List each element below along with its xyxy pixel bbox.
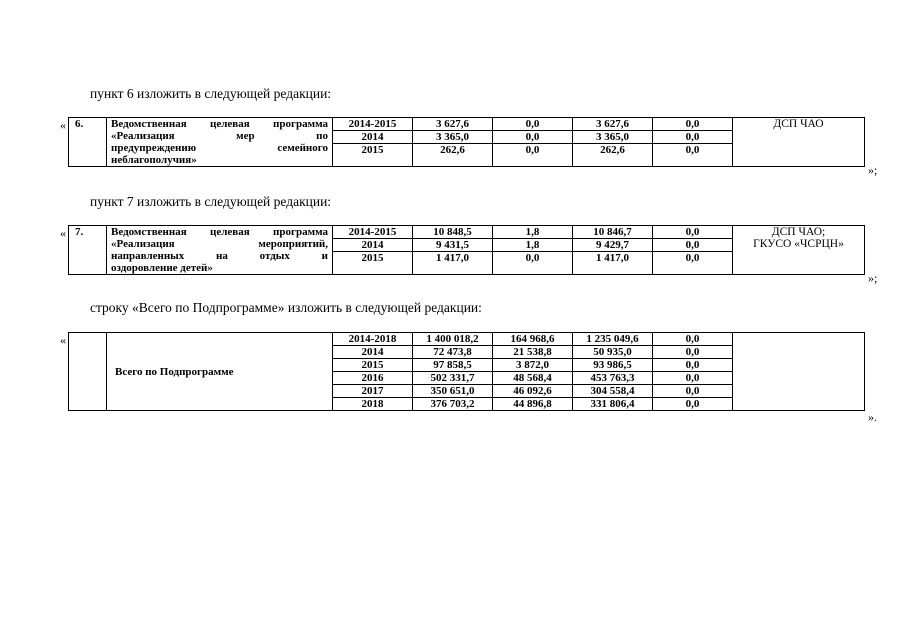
- program-name-line: Ведомственная целевая программа: [111, 118, 328, 130]
- program-name-line: Ведомственная целевая программа: [111, 226, 328, 238]
- value-cell: 304 558,4: [573, 385, 653, 398]
- value-cell: 46 092,6: [493, 385, 573, 398]
- total-cell: 376 703,2: [413, 398, 493, 411]
- table-row: [69, 333, 865, 346]
- value-cell: 0,0: [653, 346, 733, 359]
- open-quote: «: [60, 226, 66, 240]
- value-cell: 0,0: [493, 252, 573, 275]
- executor-line: ГКУСО «ЧСРЦН»: [753, 238, 844, 250]
- value-cell: 331 806,4: [573, 398, 653, 411]
- value-cell: 21 538,8: [493, 346, 573, 359]
- program-name: [107, 118, 333, 167]
- value-cell: 0,0: [653, 252, 733, 275]
- program-name-line: оздоровление детей»: [111, 262, 213, 274]
- row-index: 6.: [69, 118, 107, 167]
- executor-cell: [733, 226, 865, 275]
- value-cell: 262,6: [573, 144, 653, 167]
- total-cell: 3 365,0: [413, 131, 493, 144]
- total-cell: 9 431,5: [413, 239, 493, 252]
- close-quote: ».: [868, 410, 877, 424]
- value-cell: 0,0: [493, 144, 573, 167]
- total-cell: 10 848,5: [413, 226, 493, 239]
- year-cell: 2014-2015: [333, 118, 413, 131]
- subprogram-total-table: [68, 332, 865, 411]
- value-cell: 1 235 049,6: [573, 333, 653, 346]
- total-cell: 1 400 018,2: [413, 333, 493, 346]
- total-cell: 350 651,0: [413, 385, 493, 398]
- value-cell: 9 429,7: [573, 239, 653, 252]
- program-name-line: «Реализация мероприятий,: [111, 238, 328, 250]
- value-cell: 48 568,4: [493, 372, 573, 385]
- year-cell: 2014: [333, 131, 413, 144]
- value-cell: 0,0: [653, 239, 733, 252]
- total-cell: 72 473,8: [413, 346, 493, 359]
- value-cell: 1,8: [493, 226, 573, 239]
- value-cell: 1,8: [493, 239, 573, 252]
- executor-cell: [733, 333, 865, 411]
- value-cell: 0,0: [653, 226, 733, 239]
- year-cell: 2015: [333, 359, 413, 372]
- value-cell: 44 896,8: [493, 398, 573, 411]
- table-row: [69, 118, 865, 131]
- table-row: [69, 226, 865, 239]
- year-cell: 2015: [333, 252, 413, 275]
- program-name-line: неблагополучия»: [111, 154, 197, 166]
- total-intro: строку «Всего по Подпрограмме» изложить в следующей редакции:: [90, 300, 482, 315]
- year-cell: 2017: [333, 385, 413, 398]
- executor-cell: [733, 118, 865, 167]
- section-7-intro: пункт 7 изложить в следующей редакции:: [90, 194, 332, 209]
- year-cell: 2014: [333, 239, 413, 252]
- value-cell: 0,0: [493, 131, 573, 144]
- close-quote: »;: [868, 163, 878, 177]
- value-cell: 50 935,0: [573, 346, 653, 359]
- total-cell: 262,6: [413, 144, 493, 167]
- value-cell: 453 763,3: [573, 372, 653, 385]
- section-6-intro: пункт 6 изложить в следующей редакции:: [90, 86, 332, 101]
- year-cell: 2014-2015: [333, 226, 413, 239]
- value-cell: 0,0: [653, 144, 733, 167]
- total-cell: 1 417,0: [413, 252, 493, 275]
- executor-line: ДСП ЧАО;: [771, 226, 826, 238]
- program-table-6: [68, 117, 865, 167]
- value-cell: 0,0: [653, 131, 733, 144]
- value-cell: 0,0: [653, 118, 733, 131]
- close-quote: »;: [868, 271, 878, 285]
- program-name-line: предупреждению семейного: [111, 142, 328, 154]
- row-index: 7.: [69, 226, 107, 275]
- value-cell: 1 417,0: [573, 252, 653, 275]
- year-cell: 2018: [333, 398, 413, 411]
- executor-line: ДСП ЧАО: [773, 118, 824, 130]
- value-cell: 164 968,6: [493, 333, 573, 346]
- year-cell: 2014: [333, 346, 413, 359]
- year-cell: 2015: [333, 144, 413, 167]
- value-cell: 0,0: [653, 333, 733, 346]
- value-cell: 0,0: [653, 385, 733, 398]
- program-table-7: [68, 225, 865, 275]
- program-name: [107, 226, 333, 275]
- open-quote: «: [60, 333, 66, 347]
- value-cell: 93 986,5: [573, 359, 653, 372]
- value-cell: 3 872,0: [493, 359, 573, 372]
- row-index: [69, 333, 107, 411]
- total-cell: 3 627,6: [413, 118, 493, 131]
- value-cell: 3 365,0: [573, 131, 653, 144]
- year-cell: 2016: [333, 372, 413, 385]
- value-cell: 0,0: [493, 118, 573, 131]
- open-quote: «: [60, 118, 66, 132]
- year-cell: 2014-2018: [333, 333, 413, 346]
- total-label: Всего по Подпрограмме: [107, 333, 333, 411]
- program-name-line: «Реализация мер по: [111, 130, 328, 142]
- value-cell: 10 846,7: [573, 226, 653, 239]
- program-name-line: направленных на отдых и: [111, 250, 328, 262]
- value-cell: 0,0: [653, 359, 733, 372]
- value-cell: 0,0: [653, 372, 733, 385]
- value-cell: 0,0: [653, 398, 733, 411]
- value-cell: 3 627,6: [573, 118, 653, 131]
- total-cell: 502 331,7: [413, 372, 493, 385]
- total-cell: 97 858,5: [413, 359, 493, 372]
